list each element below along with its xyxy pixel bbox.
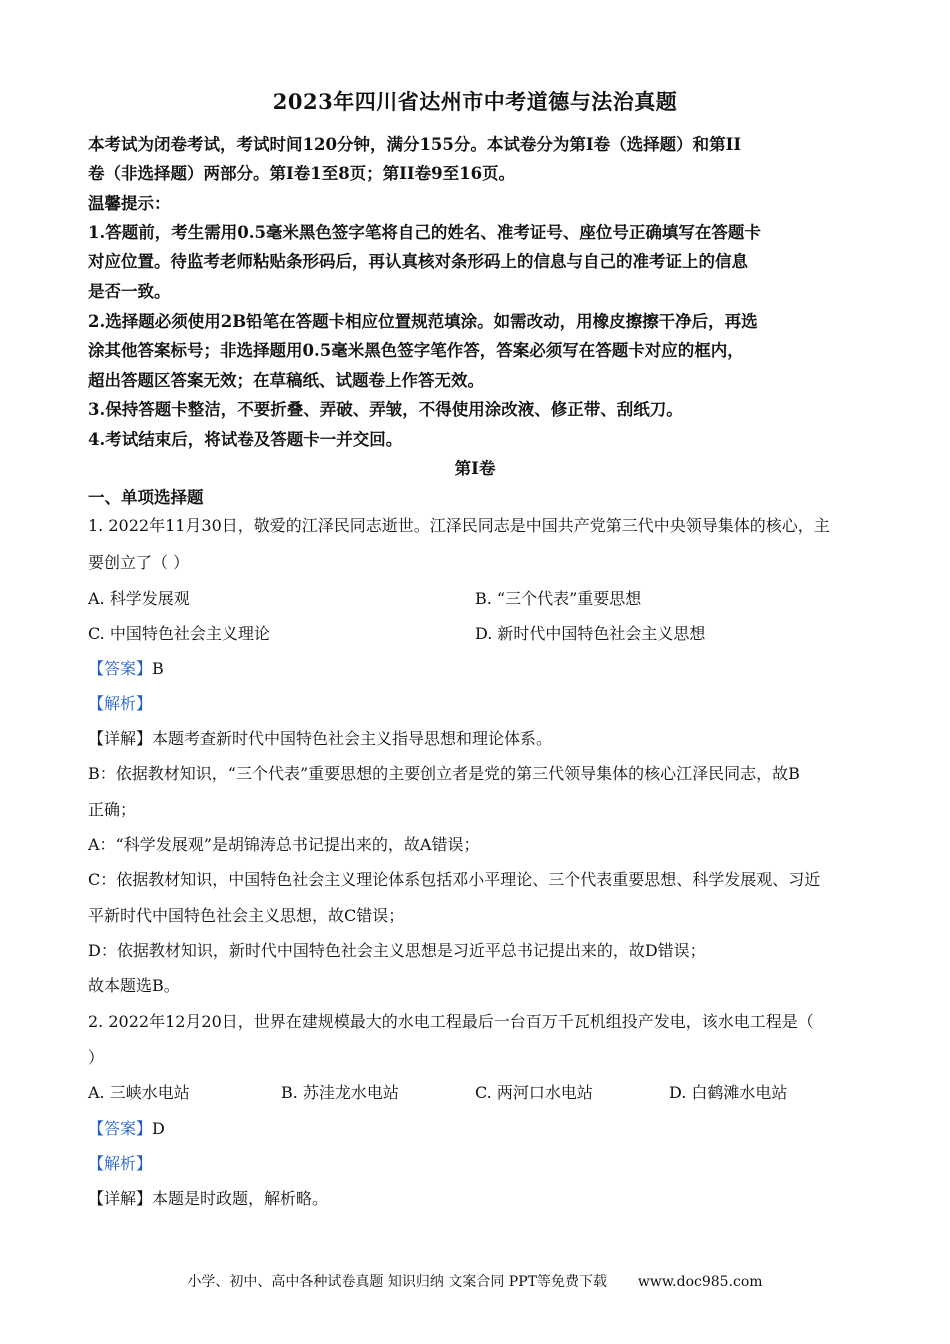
instruction-line: 4.考试结束后，将试卷及答题卡一并交回。 bbox=[88, 430, 403, 449]
explanation-c: 平新时代中国特色社会主义思想，故C错误； bbox=[88, 906, 405, 925]
analysis-tag: 【解析】 bbox=[88, 694, 153, 713]
question-1-answer bbox=[88, 656, 164, 679]
instruction-line: 涂其他答案标号；非选择题用0.5毫米黑色签字笔作答，答案必须写在答题卡对应的框内， bbox=[88, 341, 744, 360]
tips-heading: 温馨提示： bbox=[88, 194, 171, 213]
answer-tag: 【答案】 bbox=[88, 1119, 153, 1138]
footer-url[interactable]: www.doc985.com bbox=[637, 1274, 763, 1290]
analysis-tag: 【解析】 bbox=[88, 1154, 153, 1173]
detail-text: 本题是时政题，解析略。 bbox=[152, 1189, 329, 1208]
question-1-option-d: D. 新时代中国特色社会主义思想 bbox=[475, 624, 706, 643]
question-1-option-b: B. “三个代表”重要思想 bbox=[475, 589, 642, 608]
question-2-option-a: A. 三峡水电站 bbox=[88, 1083, 190, 1102]
instruction-line: 超出答题区答案无效；在草稿纸、试题卷上作答无效。 bbox=[88, 371, 484, 390]
detail-text: 本题考查新时代中国特色社会主义指导思想和理论体系。 bbox=[152, 729, 553, 748]
footer-text: 小学、初中、高中各种试卷真题 知识归纳 文案合同 PPT等免费下载 bbox=[187, 1274, 607, 1290]
answer-value: B bbox=[152, 659, 164, 678]
part-heading: 一、单项选择题 bbox=[88, 488, 204, 507]
question-2-answer bbox=[88, 1116, 165, 1139]
instruction-line: 是否一致。 bbox=[88, 282, 171, 301]
question-1-stem: 1. 2022年11月30日，敬爱的江泽民同志逝世。江泽民同志是中国共产党第三代中央领导集体的核心，主 bbox=[88, 516, 830, 535]
instruction-line: 3.保持答题卡整洁，不要折叠、弄破、弄皱，不得使用涂改液、修正带、刮纸刀。 bbox=[88, 400, 683, 419]
section-title: 第I卷 bbox=[454, 459, 496, 478]
question-1-detail bbox=[88, 726, 552, 749]
footer bbox=[0, 1271, 950, 1291]
question-2-option-d: D. 白鹤滩水电站 bbox=[669, 1083, 788, 1102]
question-1-option-c: C. 中国特色社会主义理论 bbox=[88, 624, 270, 643]
question-1-stem: 要创立了（ ） bbox=[88, 553, 190, 572]
page-title: 2023年四川省达州市中考道德与法治真题 bbox=[272, 89, 678, 114]
answer-tag: 【答案】 bbox=[88, 659, 153, 678]
question-2-detail bbox=[88, 1186, 328, 1209]
explanation-c: C：依据教材知识，中国特色社会主义理论体系包括邓小平理论、三个代表重要思想、科学发展观、习近 bbox=[88, 870, 821, 889]
instruction-line: 对应位置。待监考老师粘贴条形码后，再认真核对条形码上的信息与自己的准考证上的信息 bbox=[88, 252, 748, 271]
instruction-line: 2.选择题必须使用2B铅笔在答题卡相应位置规范填涂。如需改动，用橡皮擦擦干净后，再选 bbox=[88, 312, 758, 331]
question-2-stem: ） bbox=[88, 1048, 105, 1067]
explanation-b: B：依据教材知识，“三个代表”重要思想的主要创立者是党的第三代领导集体的核心江泽民同志，故B bbox=[88, 764, 800, 783]
question-2-stem: 2. 2022年12月20日，世界在建规模最大的水电工程最后一台百万千瓦机组投产发电，该水电工程是（ bbox=[88, 1012, 814, 1031]
instruction-line: 卷（非选择题）两部分。第I卷1至8页；第II卷9至16页。 bbox=[88, 164, 516, 183]
instruction-line: 本考试为闭卷考试，考试时间120分钟，满分155分。本试卷分为第I卷（选择题）和第II bbox=[88, 135, 742, 154]
explanation-d: D：依据教材知识，新时代中国特色社会主义思想是习近平总书记提出来的，故D错误； bbox=[88, 941, 706, 960]
question-2-option-b: B. 苏洼龙水电站 bbox=[281, 1083, 399, 1102]
explanation-b: 正确； bbox=[88, 800, 137, 819]
explanation-a: A：“科学发展观”是胡锦涛总书记提出来的，故A错误； bbox=[88, 835, 480, 854]
detail-tag: 【详解】 bbox=[88, 729, 153, 748]
detail-tag: 【详解】 bbox=[88, 1189, 153, 1208]
answer-value: D bbox=[152, 1119, 165, 1138]
instruction-line: 1.答题前，考生需用0.5毫米黑色签字笔将自己的姓名、准考证号、座位号正确填写在答题卡 bbox=[88, 223, 761, 242]
question-2-option-c: C. 两河口水电站 bbox=[475, 1083, 593, 1102]
question-1-option-a: A. 科学发展观 bbox=[88, 589, 190, 608]
conclusion: 故本题选B。 bbox=[88, 976, 180, 995]
